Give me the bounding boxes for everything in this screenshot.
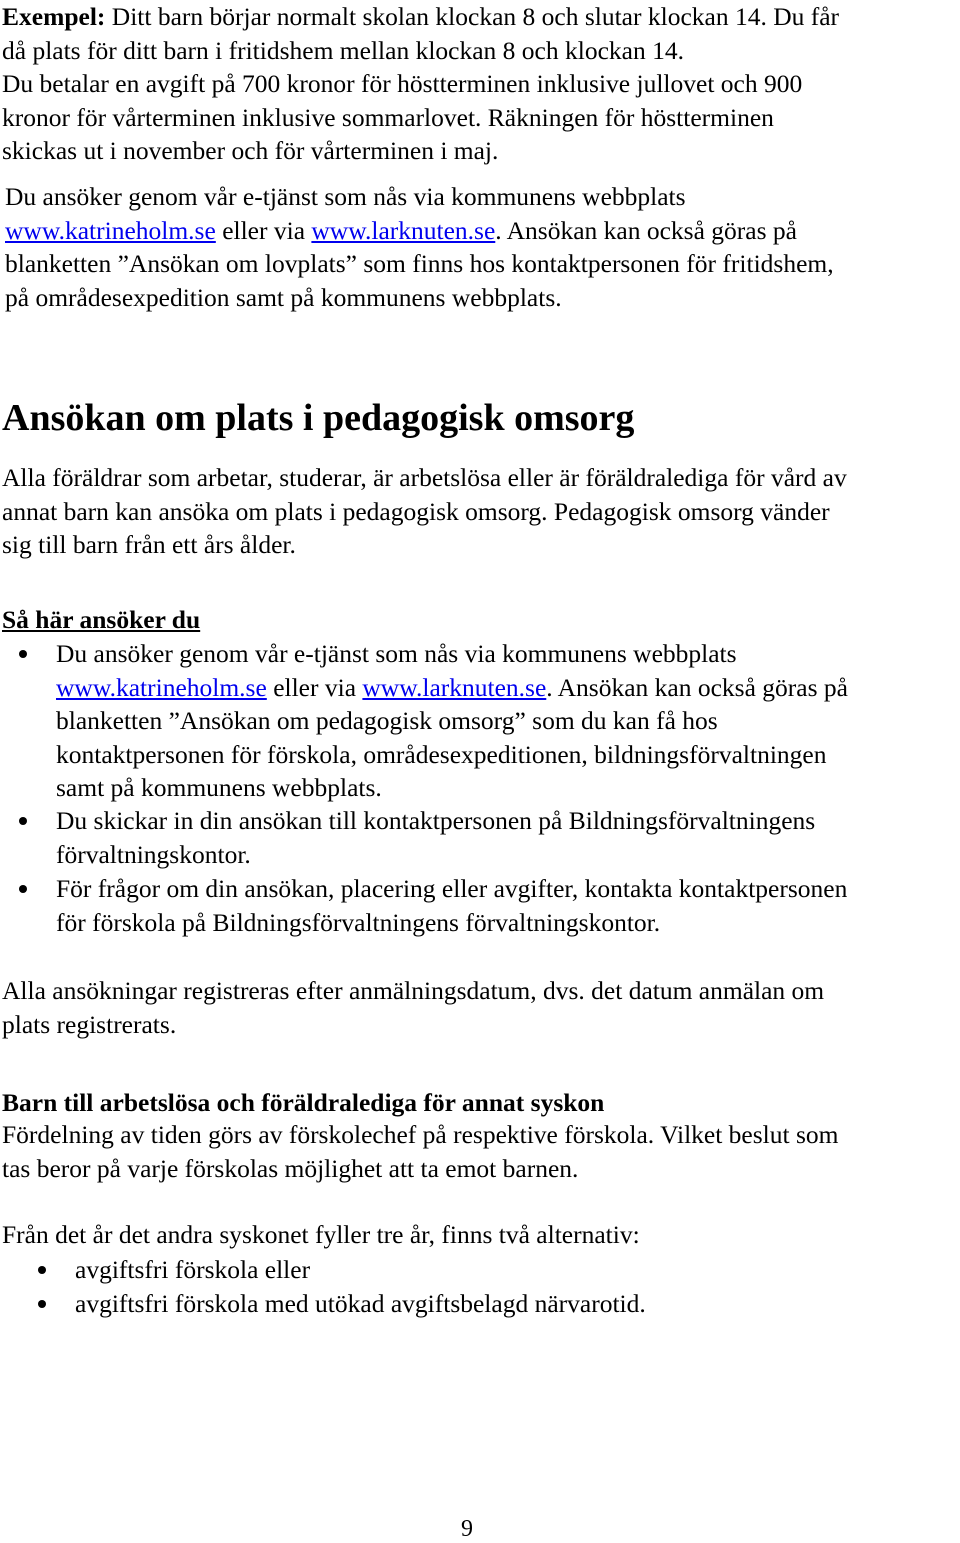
b1-line-1: Du ansöker genom vår e-tjänst som nås via kommunens webbplats — [56, 639, 737, 668]
larknuten-link[interactable]: www.larknuten.se — [311, 215, 496, 245]
how-to-apply-item-2 — [56, 804, 815, 871]
apply-lov-paragraph — [5, 180, 834, 314]
siblings-paragraph — [2, 1118, 838, 1185]
alternatives-item-1: avgiftsfri förskola eller — [75, 1255, 311, 1284]
b1-line-3: blanketten ”Ansökan om pedagogisk omsorg” som du kan få hos — [56, 706, 718, 735]
example-line-5: skickas ut i november och för vårterminen i maj. — [2, 136, 499, 165]
b3-line-1: För frågor om din ansökan, placering eller avgifter, kontakta kontaktpersonen — [56, 874, 848, 903]
page-number: 9 — [461, 1516, 473, 1542]
example-line-2: då plats för ditt barn i fritidshem mellan klockan 8 och klockan 14. — [2, 35, 684, 65]
apply-lov-line-2: www.katrineholm.se eller via www.larknuten.se. Ansökan kan också göras på — [5, 215, 797, 245]
siblings-line-1: Fördelning av tiden görs av förskolechef på respektive förskola. Vilket beslut som — [2, 1120, 839, 1149]
example-line-1: Exempel: Ditt barn börjar normalt skolan klockan 8 och slutar klockan 14. Du får — [2, 2, 840, 31]
b1-line-5: samt på kommunens webbplats. — [56, 773, 382, 802]
example-paragraph — [2, 0, 839, 168]
example-line-3: Du betalar en avgift på 700 kronor för höstterminen inklusive jullovet och 900 — [2, 69, 803, 98]
katrineholm-link-2[interactable]: www.katrineholm.se — [56, 672, 267, 702]
siblings-heading: Barn till arbetslösa och föräldralediga för annat syskon — [2, 1088, 605, 1117]
apply-lov-line-1: Du ansöker genom vår e-tjänst som nås via kommunens webbplats — [5, 182, 686, 211]
example-line-4: kronor för vårterminen inklusive sommarlovet. Räkningen för höstterminen — [2, 102, 774, 132]
b1-line-2: www.katrineholm.se eller via www.larknuten.se. Ansökan kan också göras på — [56, 672, 848, 702]
intro-line-1: Alla föräldrar som arbetar, studerar, är arbetslösa eller är föräldralediga för vård av — [2, 463, 847, 492]
registration-line-1: Alla ansökningar registreras efter anmälningsdatum, dvs. det datum anmälan om — [2, 976, 825, 1005]
how-to-apply-item-1 — [56, 637, 848, 805]
b1-line-4: kontaktpersonen för förskola, områdesexpeditionen, bildningsförvaltningen — [56, 739, 827, 769]
bullet-dot-1 — [19, 650, 27, 658]
section-heading: Ansökan om plats i pedagogisk omsorg — [2, 397, 635, 439]
bullet-dot-3 — [19, 885, 27, 893]
alternatives-intro: Från det år det andra syskonet fyller tre år, finns två alternativ: — [2, 1220, 640, 1249]
intro-paragraph — [2, 461, 847, 562]
siblings-line-2: tas beror på varje förskolas möjlighet att ta emot barnen. — [2, 1153, 579, 1183]
how-to-apply-item-3 — [56, 872, 847, 939]
how-to-apply-heading: Så här ansöker du — [2, 605, 201, 634]
registration-line-2: plats registrerats. — [2, 1009, 177, 1039]
b3-line-2: för förskola på Bildningsförvaltningens förvaltningskontor. — [56, 907, 661, 937]
example-lead: Exempel: — [2, 2, 106, 31]
bullet-dot-2 — [19, 817, 27, 825]
bullet-dot-5 — [38, 1300, 46, 1308]
intro-line-2: annat barn kan ansöka om plats i pedagogisk omsorg. Pedagogisk omsorg vänder — [2, 496, 830, 526]
bullet-dot-4 — [38, 1266, 46, 1274]
apply-lov-line-4: på områdesexpedition samt på kommunens webbplats. — [5, 282, 562, 312]
alternatives-item-2: avgiftsfri förskola med utökad avgiftsbelagd närvarotid. — [75, 1289, 646, 1318]
registration-paragraph — [2, 974, 824, 1041]
katrineholm-link[interactable]: www.katrineholm.se — [5, 215, 216, 245]
larknuten-link-2[interactable]: www.larknuten.se — [362, 672, 547, 702]
intro-line-3: sig till barn från ett års ålder. — [2, 530, 296, 559]
b2-line-2: förvaltningskontor. — [56, 839, 251, 869]
apply-lov-line-3: blanketten ”Ansökan om lovplats” som finns hos kontaktpersonen för fritidshem, — [5, 249, 834, 278]
b2-line-1: Du skickar in din ansökan till kontaktpersonen på Bildningsförvaltningens — [56, 806, 816, 835]
